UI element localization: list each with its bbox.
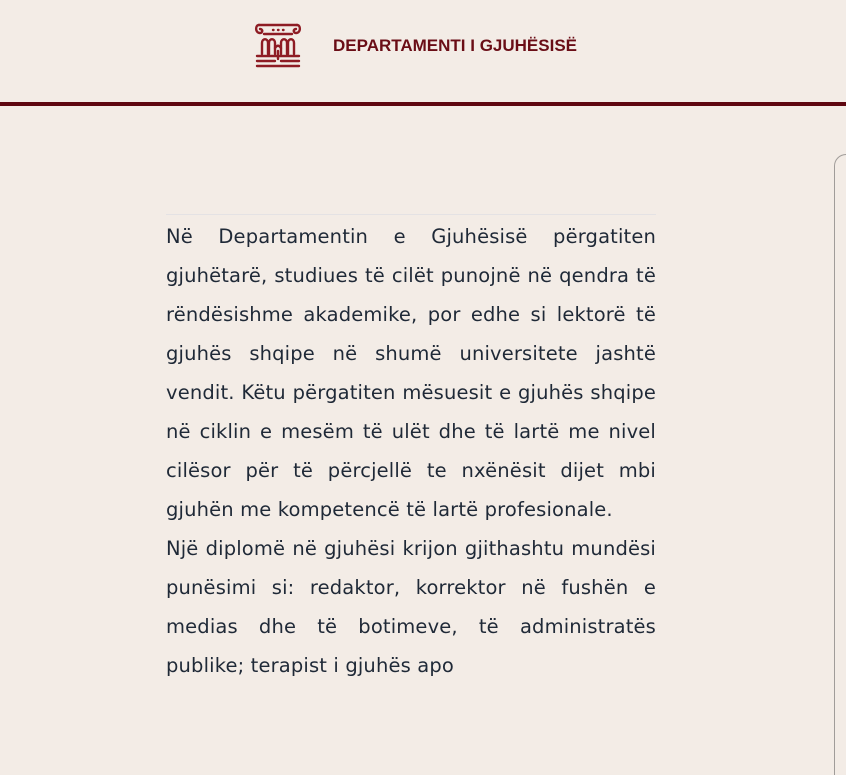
header-accent-bar [0, 102, 846, 106]
classical-column-book-icon [253, 21, 303, 71]
site-header [0, 0, 846, 102]
side-panel [834, 154, 846, 775]
home-logo-link[interactable] [253, 21, 303, 71]
site-title[interactable]: DEPARTAMENTI I GJUHËSISË [333, 36, 578, 55]
main-content [166, 214, 656, 685]
paragraph-intro: Në Departamentin e Gjuhësisë përgatiten gjuhëtarë, studiues të cilët punojnë në qendra të rëndësishme akademike, por edhe si lektorë të gjuhës shqipe në shumë universitete jashtë vendit. Këtu përgatiten mësuesit e gjuhës shqipe në ciklin e mesëm të ulët dhe të lartë me nivel cilësor për të përcjellë te nxënësit dijet mbi gjuhën me kompetencë të lartë profesionale. [166, 225, 656, 521]
paragraph-careers: Një diplomë në gjuhësi krijon gjithashtu mundësi punësimi si: redaktor, korrektor në fushën e medias dhe të botimeve, të administratës publike; terapist i gjuhës apo [166, 537, 656, 677]
content-divider [166, 214, 656, 215]
